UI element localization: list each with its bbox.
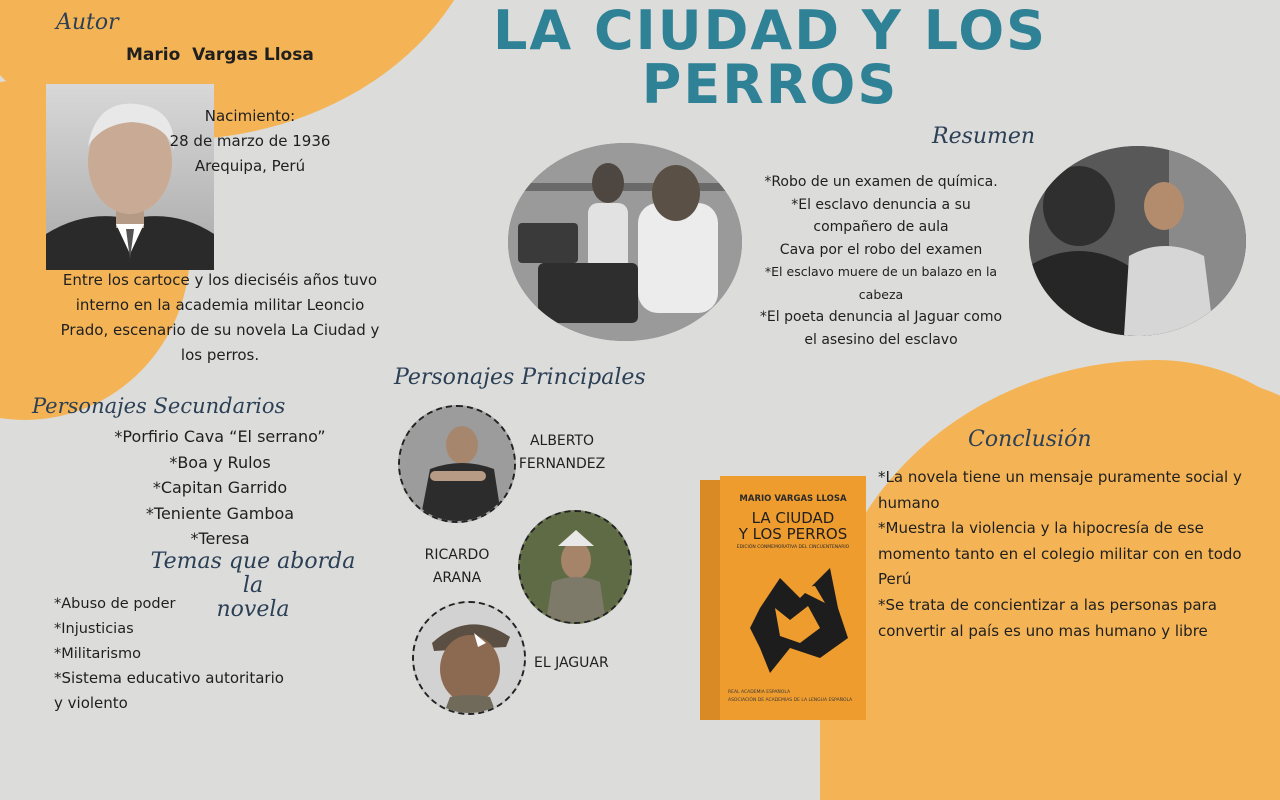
conclusion-line: *Muestra la violencia y la hipocresía de ese: [878, 519, 1204, 538]
author-heading: Autor: [56, 10, 119, 35]
page-title: [470, 0, 1070, 116]
birth-label: Nacimiento:: [204, 107, 296, 125]
jaguar-portrait-icon: [414, 603, 524, 713]
secondary-item: *Boa y Rulos: [169, 452, 271, 472]
book-author: MARIO VARGAS LLOSA: [739, 494, 847, 504]
theme-item: *Sistema educativo autoritario: [54, 669, 284, 688]
summary-item: *El poeta denuncia al Jaguar como: [759, 309, 1003, 325]
summary-item: el asesino del esclavo: [804, 331, 958, 348]
film-still-icon: [1029, 146, 1246, 336]
author-birth: [150, 104, 350, 179]
secondary-item: *Teresa: [190, 529, 250, 549]
bio-line: los perros.: [180, 346, 260, 364]
summary-item: *El esclavo denuncia a su: [791, 196, 971, 213]
author-name: Mario Vargas Llosa: [126, 45, 314, 65]
summary-list: [740, 171, 1022, 351]
dog-illustration-icon: [720, 548, 866, 688]
bio-line: Prado, escenario de su novela La Ciudad y: [60, 321, 380, 339]
themes-heading-line-2: novela: [216, 597, 290, 622]
alberto-portrait-icon: [400, 407, 514, 521]
alberto-first-name: ALBERTO: [529, 433, 595, 449]
ricardo-last-name: ARANA: [432, 570, 482, 586]
bio-line: interno en la academia militar Leoncio: [75, 296, 365, 314]
conclusion-line: momento tanto en el colegio militar con en todo: [878, 544, 1242, 563]
summary-item: compañero de aula: [813, 219, 949, 235]
book-title-1: LA CIUDAD: [751, 509, 835, 527]
book-cover: [700, 476, 866, 720]
summary-item: Cava por el robo del examen: [779, 241, 983, 258]
summary-heading: Resumen: [932, 124, 1036, 149]
theme-item: *Abuso de poder: [54, 596, 176, 612]
summary-item: *El esclavo muere de un balazo en la: [764, 264, 998, 279]
alberto-last-name: FERNANDEZ: [518, 456, 606, 472]
film-still-photo: [1029, 146, 1246, 336]
title-line-1: LA CIUDAD Y LOS: [493, 0, 1047, 62]
secondary-item: *Capitan Garrido: [152, 478, 288, 498]
book-spine: [700, 480, 722, 720]
birth-date: 28 de marzo de 1936: [169, 132, 331, 150]
theme-item: *Injusticias: [54, 620, 134, 637]
conclusion-line: *Se trata de concientizar a las personas para: [878, 595, 1217, 614]
conclusion-line: humano: [878, 493, 940, 512]
summary-item: cabeza: [858, 286, 904, 302]
conclusion-heading: Conclusión: [968, 427, 1092, 452]
title-line-2: PERROS: [641, 53, 899, 116]
ricardo-first-name: RICARDO: [424, 547, 490, 563]
birth-place: Arequipa, Perú: [194, 157, 306, 175]
summary-item: *Robo de un examen de química.: [764, 174, 998, 190]
ricardo-portrait-icon: [520, 512, 630, 622]
typewriter-photo: [508, 143, 742, 341]
theme-item: *Militarismo: [54, 645, 141, 662]
book-title-2: Y LOS PERROS: [738, 525, 848, 543]
alberto-photo: [398, 405, 516, 523]
typewriter-scene-icon: [508, 143, 742, 341]
book-publisher-1: REAL ACADEMIA ESPAÑOLA: [728, 690, 791, 695]
conclusion-line: convertir al país es uno mas humano y libre: [878, 621, 1208, 640]
themes-heading-line-1: Temas que aborda la: [150, 549, 356, 598]
conclusion-line: *La novela tiene un mensaje puramente social y: [878, 468, 1242, 486]
book-publisher-2: ASOCIACIÓN DE ACADEMIAS DE LA LENGUA ESPAÑOLA: [728, 698, 853, 703]
secondary-heading: Personajes Secundarios: [32, 394, 286, 418]
ricardo-photo: [518, 510, 632, 624]
book-subtitle: EDICIÓN CONMEMORATIVA DEL CINCUENTENARIO: [736, 545, 850, 550]
jaguar-photo: [412, 601, 526, 715]
principal-heading: Personajes Principales: [394, 365, 646, 390]
book-front: [720, 476, 866, 720]
author-bio: [40, 268, 400, 368]
secondary-list: [100, 424, 340, 552]
secondary-item: *Porfirio Cava “El serrano”: [114, 427, 326, 446]
theme-item: y violento: [54, 694, 128, 713]
alberto-label: [512, 430, 612, 476]
jaguar-label: EL JAGUAR: [534, 655, 609, 671]
conclusion-line: Perú: [878, 570, 912, 589]
ricardo-label: [412, 544, 502, 590]
conclusion-text: [878, 465, 1273, 644]
themes-list: [54, 592, 334, 716]
bio-line: Entre los cartoce y los dieciséis años tuvo: [62, 271, 378, 289]
secondary-item: *Teniente Gamboa: [145, 503, 295, 523]
